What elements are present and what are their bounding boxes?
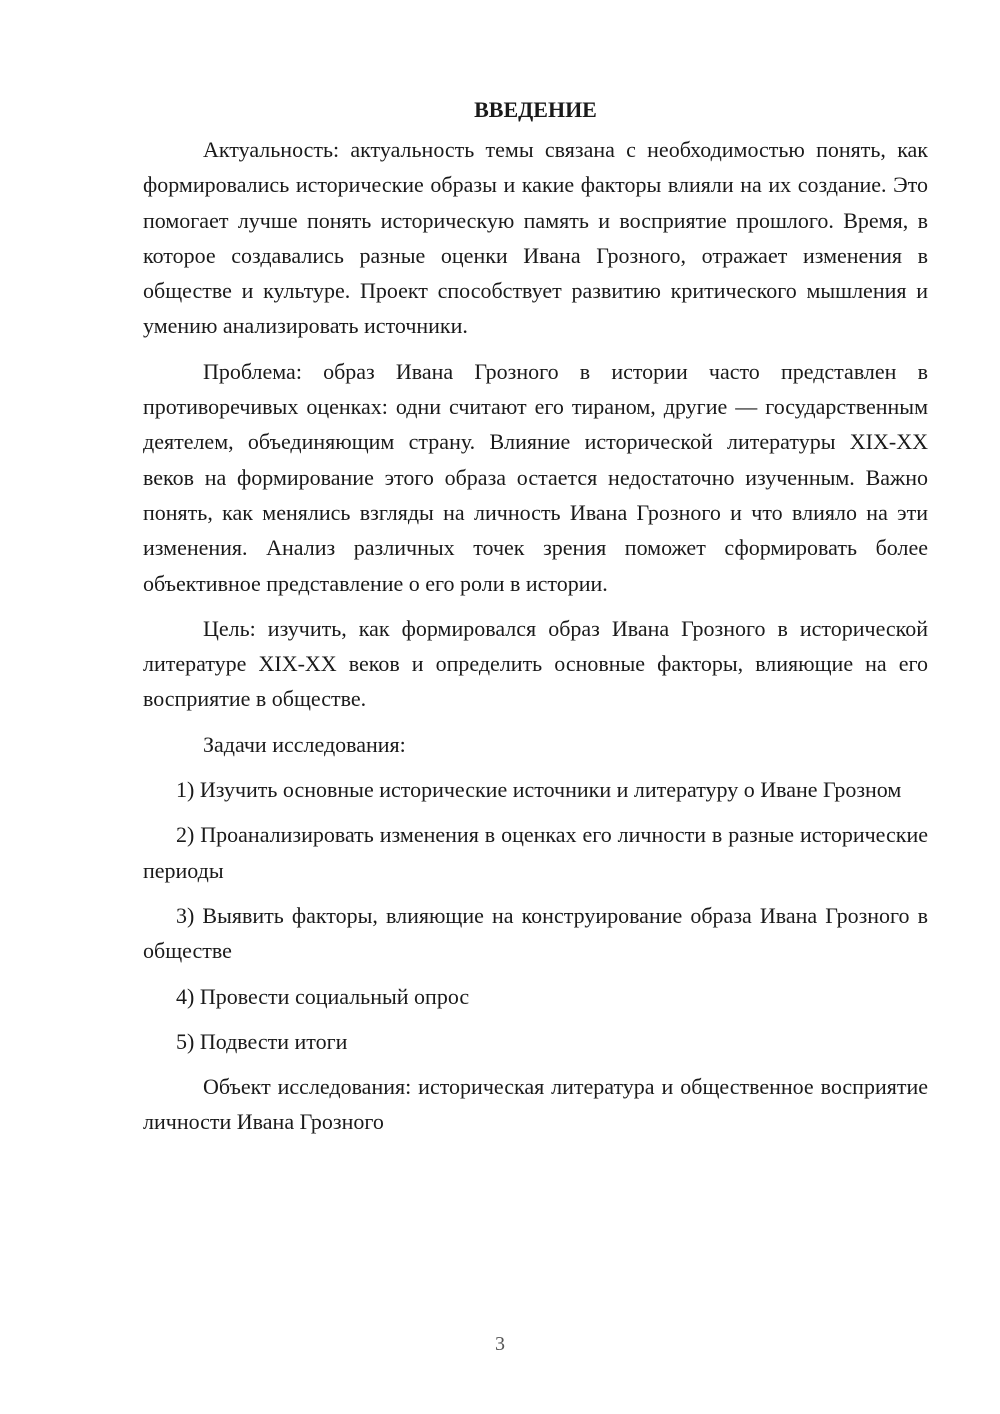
problem-paragraph: Проблема: образ Ивана Грозного в истории часто представлен в противоречивых оценках: одни считают его тираном, другие — государственным деятелем, объединяющим страну. Влияние исторической литературы XIX-XX веков на формирование этого образа остается недостаточно изученным. Важно понять, как менялись взгляды на личность Ивана Грозного и что влияло на эти изменения. Анализ различных точек зрения поможет сформировать более объективное представление о его роли в истории.	[143, 358, 928, 596]
task-item: 4) Провести социальный опрос	[176, 983, 470, 1009]
relevance-paragraph: Актуальность: актуальность темы связана с необходимостью понять, как формировались исторические образы и какие факторы влияли на их создание. Это помогает лучше понять историческую память и восприятие прошлого. Время, в которое создавались разные оценки Ивана Грозного, отражает изменения в обществе и культуре. Проект способствует развитию критического мышления и умению анализировать источники.	[143, 137, 928, 339]
task-item: 3) Выявить факторы, влияющие на конструирование образа Ивана Грозного в обществе	[143, 902, 928, 964]
goal-paragraph: Цель: изучить, как формировался образ Ивана Грозного в исторической литературе XIX-XX веков и определить основные факторы, влияющие на его восприятие в обществе.	[143, 615, 928, 712]
tasks-heading: Задачи исследования:	[203, 731, 406, 757]
page-title: ВВЕДЕНИЕ	[474, 97, 597, 122]
document-page	[143, 95, 928, 1150]
task-item: 2) Проанализировать изменения в оценках его личности в разные исторические периоды	[143, 822, 928, 883]
page-number: 3	[495, 1333, 505, 1355]
task-item: 5) Подвести итоги	[176, 1028, 348, 1054]
object-paragraph: Объект исследования: историческая литература и общественное восприятие личности Ивана Грозного	[143, 1074, 928, 1135]
task-item: 1) Изучить основные исторические источники и литературу о Иване Грозном	[176, 777, 902, 803]
